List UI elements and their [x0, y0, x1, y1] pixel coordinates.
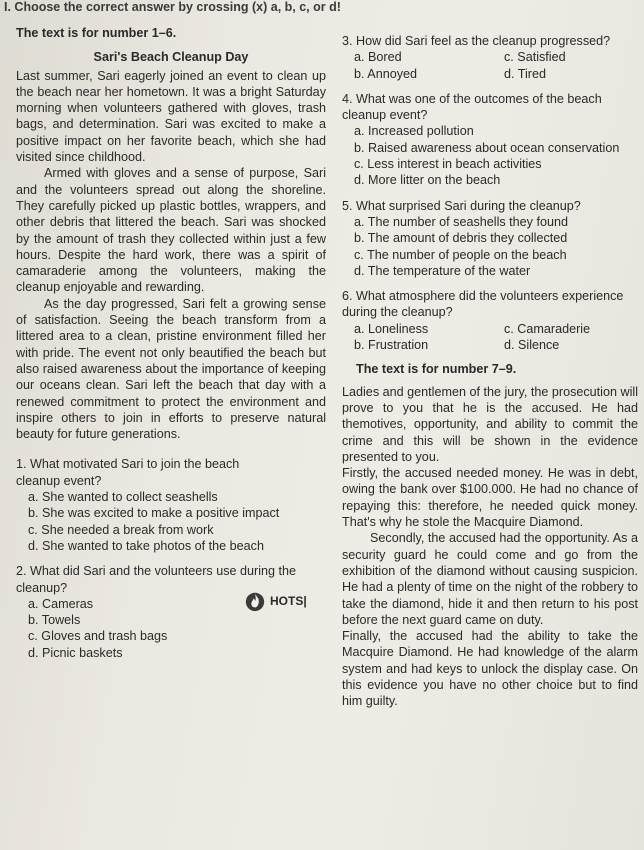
answer-option[interactable]: d. Picnic baskets: [28, 645, 123, 660]
answer-option[interactable]: b. Raised awareness about ocean conservation: [354, 140, 620, 155]
answer-option[interactable]: c. She needed a break from work: [28, 522, 214, 537]
answer-option[interactable]: d. She wanted to take photos of the beach: [28, 538, 264, 553]
speech-paragraph: Firstly, the accused needed money. He was in debt, owing the bank over $100.000. He had no chance of repaying this: therefore, he needed quick money. That's why he stole the Macquire Diamond.: [342, 466, 638, 530]
question-stem: 4. What was one of the outcomes of the beach cleanup event?: [342, 91, 602, 123]
answer-option[interactable]: b. Towels: [28, 613, 81, 628]
section1-header: The text is for number 1–6.: [16, 26, 177, 40]
flame-icon: [244, 590, 266, 612]
answer-option[interactable]: a. Cameras: [28, 596, 94, 611]
right-column: [342, 33, 638, 710]
answer-option[interactable]: d. Silence: [504, 338, 560, 353]
options-grid: [342, 49, 638, 82]
answer-option[interactable]: b. Annoyed: [354, 66, 418, 81]
story-paragraph: Last summer, Sari eagerly joined an event to clean up the beach near her hometown. It was a bright Saturday morning when volunteers gathered with gloves, trash bags, and determination. Sari was excited to make a positive impact on her favorite beach, which she had visited since childhood.: [16, 68, 326, 165]
answer-option[interactable]: c. Less interest in beach activities: [354, 157, 542, 172]
options-grid: [342, 321, 638, 354]
question-stem: 2. What did Sari and the volunteers use during the cleanup?: [16, 564, 297, 595]
answer-option[interactable]: b. The amount of debris they collected: [354, 231, 568, 246]
question-stem: 3. How did Sari feel as the cleanup progressed?: [342, 34, 611, 48]
answer-option[interactable]: a. The number of seashells they found: [354, 214, 568, 229]
answer-option[interactable]: c. Gloves and trash bags: [28, 629, 168, 644]
instruction-heading: I. Choose the correct answer by crossing (x) a, b, c, or d!: [4, 0, 341, 14]
question-4: [342, 91, 638, 189]
left-column: [16, 25, 326, 661]
answer-option[interactable]: d. The temperature of the water: [354, 263, 531, 278]
section2-header: The text is for number 7–9.: [356, 362, 517, 377]
story-title: Sari's Beach Cleanup Day: [93, 50, 249, 65]
answer-option[interactable]: a. Loneliness: [354, 321, 429, 336]
answer-option[interactable]: a. Increased pollution: [354, 124, 474, 139]
hots-badge: [244, 590, 307, 612]
story-paragraph: As the day progressed, Sari felt a growing sense of satisfaction. Seeing the beach transform from a littered area to a clean, pristine environment filled her with pride. The event not only beautified the beach but also raised awareness about the importance of keeping our oceans clean. Sari left the beach that day with a renewed commitment to protect the environment and inspire others to join in efforts to preserve natural beauty for future generations.: [16, 296, 326, 442]
speech-text: [342, 384, 638, 710]
answer-option[interactable]: a. She wanted to collect seashells: [28, 490, 218, 505]
question-stem: 1. What motivated Sari to join the beach cleanup event?: [16, 457, 240, 488]
question-1: [16, 456, 326, 554]
speech-paragraph: Secondly, the accused had the opportunity. As a security guard he could come and go from the exhibition of the diamond without causing suspicion. He had a plenty of time on the night of the robbery to take the diamond, hide it and then return to his post before the next guard came on duty.: [342, 531, 638, 627]
answer-option[interactable]: d. More litter on the beach: [354, 173, 501, 188]
question-6: [342, 288, 638, 353]
answer-option[interactable]: b. Frustration: [354, 338, 429, 353]
answer-option[interactable]: c. Camaraderie: [504, 321, 591, 336]
question-5: [342, 198, 638, 279]
hots-label: HOTS|: [270, 594, 307, 608]
question-3: [342, 33, 638, 82]
question-stem: 6. What atmosphere did the volunteers experience during the cleanup?: [342, 289, 624, 320]
story-paragraph: Armed with gloves and a sense of purpose, Sari and the volunteers spread out along the shoreline. They carefully picked up plastic bottles, wrappers, and other debris that littered the beach. Sari was shocked by the amount of trash they collected within just a few hours. Despite the hard work, there was a spirit of camaraderie among the volunteers, making the cleanup enjoyable and rewarding.: [16, 166, 326, 295]
question-2: [16, 563, 326, 661]
answer-option[interactable]: b. She was excited to make a positive impact: [28, 506, 280, 521]
answer-option[interactable]: a. Bored: [354, 50, 402, 65]
question-stem: 5. What surprised Sari during the cleanup?: [342, 198, 581, 213]
speech-paragraph: Finally, the accused had the ability to take the Macquire Diamond. He had knowledge of the alarm system and had keys to unlock the display case. On this evidence you have no other choice but to find him guilty.: [342, 629, 638, 709]
answer-option[interactable]: c. Satisfied: [504, 50, 566, 65]
answer-option[interactable]: c. The number of people on the beach: [354, 247, 567, 262]
speech-paragraph: Ladies and gentlemen of the jury, the prosecution will prove to you that he is the accused. He had themotives, opportunity, and ability to commit the crime and this will be shown in the evidence presented to you.: [342, 384, 638, 464]
answer-option[interactable]: d. Tired: [504, 66, 546, 81]
